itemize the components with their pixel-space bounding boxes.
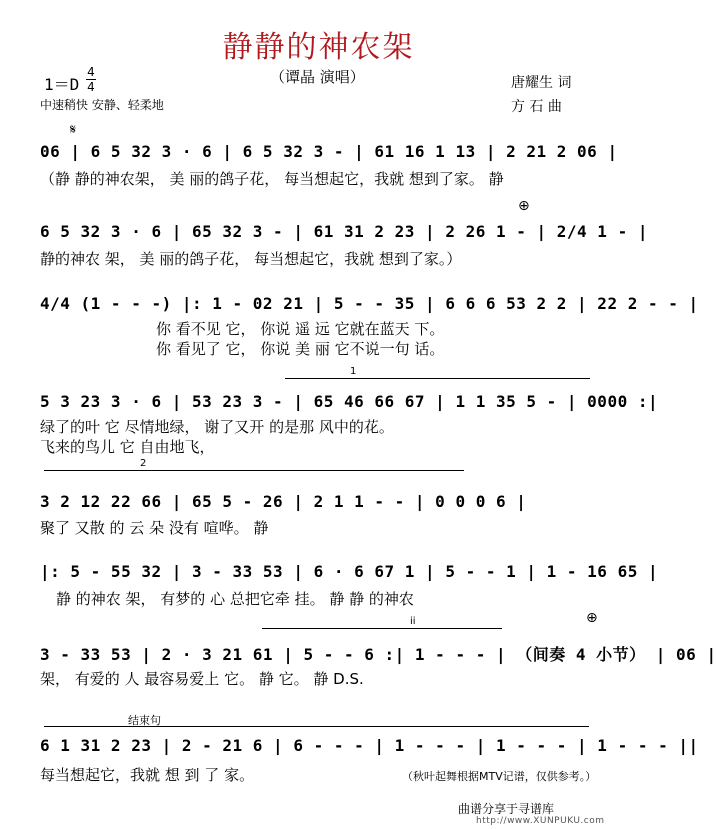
score-line-3: 4/4 (1 - - -) |: 1 - 02 21 | 5 - - 35 | 6 6 6 53 2 2 | 22 2 - - | [40,294,699,313]
lyric-line-4b: 飞来的鸟儿 它 自由地飞， [40,438,215,456]
coda-mark: ⊕ [518,198,530,214]
page-title: 静静的神农架 [222,30,415,65]
score-line-7: 3 - 33 53 | 2 · 3 21 61 | 5 - - 6 :| 1 - - - | （间奏 4 小节） | 06 | [40,645,717,664]
coda-mark-2: ⊕ [586,610,598,626]
volta-1-label: 1 [350,366,357,377]
lyric-line-6: 静 的神农 架， 有梦的 心 总把它牵 挂。 静 静 的神农 [56,590,414,608]
footer-url[interactable]: http://www.XUNPUKU.com [476,816,605,826]
volta-ii-bracket [262,628,502,629]
key-signature: 1＝D [44,75,80,94]
lyric-line-3a: 你 看不见 它， 你说 遥 远 它就在蓝天 下。 [156,320,445,338]
lyric-line-5: 聚了 又散 的 云 朵 没有 喧哗。 静 [40,519,269,537]
segno-mark: 𝄋 [70,122,77,138]
lyric-line-1: （静 静的神农架， 美 丽的鸽子花， 每当想起它，我就 想到了家。 静 [40,170,504,188]
score-line-1: 06 | 6 5 32 3 · 6 | 6 5 32 3 - | 61 16 1 13 | 2 21 2 06 | [40,142,618,161]
score-line-2: 6 5 32 3 · 6 | 65 32 3 - | 61 31 2 23 | 2 26 1 - | 2/4 1 - | [40,222,648,241]
singer-credit: （谭晶 演唱） [270,68,365,86]
composer-credit: 方 石 曲 [511,99,562,115]
time-signature [86,66,96,93]
transcription-note: （秋叶起舞根据MTV记谱，仅供参考。） [402,770,597,783]
time-bottom: 4 [87,80,95,94]
volta-2-bracket [44,470,464,471]
lyric-line-7: 架， 有爱的 人 最容易爱上 它。 静 它。 静 D.S. [40,670,364,688]
lyricist-credit: 唐耀生 词 [511,75,572,91]
lyric-line-8: 每当想起它，我就 想 到 了 家。 [40,766,255,784]
lyric-line-2: 静的神农 架， 美 丽的鸽子花， 每当想起它，我就 想到了家。） [40,250,462,268]
ending-label: 结束句 [128,714,161,727]
volta-1-bracket [285,378,590,379]
score-line-4: 5 3 23 3 · 6 | 53 23 3 - | 65 46 66 67 | 1 1 35 5 - | 0000 :| [40,392,659,411]
score-line-8: 6 1 31 2 23 | 2 - 21 6 | 6 - - - | 1 - - - | 1 - - - | 1 - - - || [40,736,699,755]
score-line-6: |: 5 - 55 32 | 3 - 33 53 | 6 · 6 67 1 | 5 - - 1 | 1 - 16 65 | [40,562,659,581]
volta-ii-label: ii [410,616,416,627]
lyric-line-4a: 绿了的叶 它 尽情地绿， 谢了又开 的是那 风中的花。 [40,418,394,436]
lyric-line-3b: 你 看见了 它， 你说 美 丽 它不说一句 话。 [156,340,445,358]
footer-site: 曲谱分享于寻谱库 [458,802,555,816]
volta-2-label: 2 [140,458,147,469]
tempo-marking: 中速稍快 安静、轻柔地 [40,98,164,112]
time-top: 4 [87,65,95,79]
score-line-5: 3 2 12 22 66 | 65 5 - 26 | 2 1 1 - - | 0 0 0 6 | [40,492,527,511]
ending-bracket [44,726,589,727]
